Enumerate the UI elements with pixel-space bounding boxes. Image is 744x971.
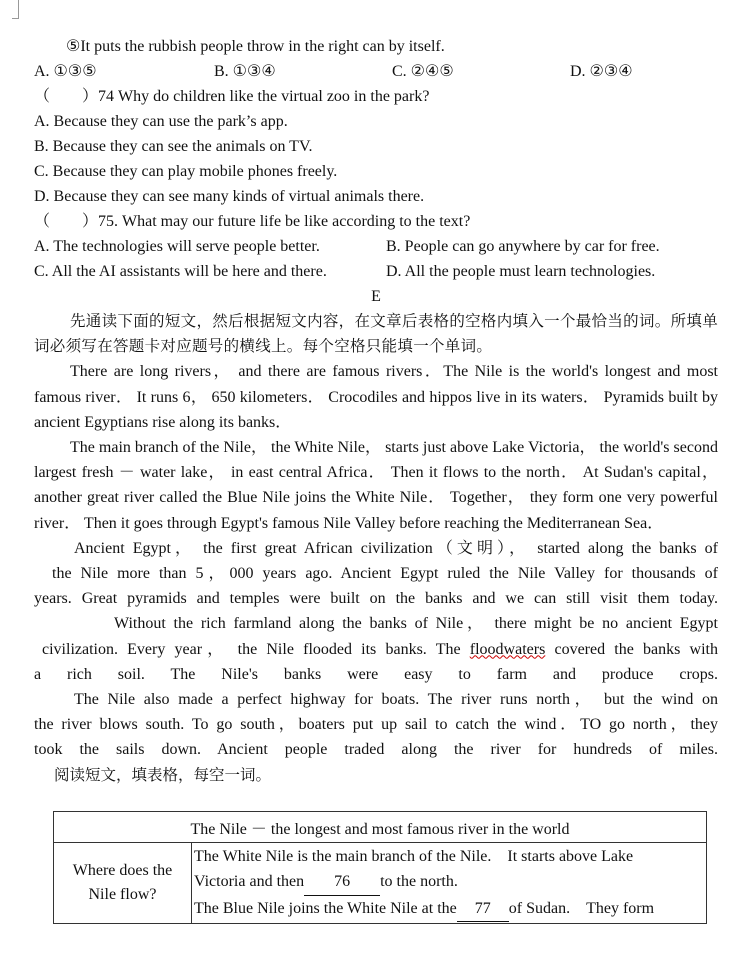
section-heading: E xyxy=(371,288,381,305)
table-header: The Nile － the longest and most famous river in the world xyxy=(54,812,707,843)
q73-option-d: D. ②③④ xyxy=(570,63,633,80)
q75-stem: （ ）75. What may our future life be like according to the text? xyxy=(34,213,471,230)
q73-option-c: C. ②④⑤ xyxy=(392,63,454,80)
paragraph-4-line-3: a rich soil. The Nile's banks were easy to farm and produce crops. xyxy=(34,665,718,683)
passage-paragraph-5 xyxy=(34,687,718,763)
fill-in-table xyxy=(53,811,707,924)
table-row-content xyxy=(192,843,707,924)
q74-option-d: D. Because they can see many kinds of virtual animals there. xyxy=(34,188,425,205)
flagged-word-floodwaters: floodwaters xyxy=(469,640,546,658)
content-line-3-start: The Blue Nile joins the White Nile at the xyxy=(194,899,457,917)
q75-options-row-2 xyxy=(34,259,718,284)
passage-paragraph-2: The main branch of the Nile， the White Nile， starts just above Lake Victoria， the world's second largest fresh － water lake， in east central Africa． Then it flows to the north． At Sudan's capital， another great river called the Blue Nile joins the White Nile． Together， they form one very powerful river． Then it goes through Egypt's famous Nile Valley before reaching the Mediterranean Sea． xyxy=(34,439,718,532)
row-label-line-2: Nile flow? xyxy=(88,886,157,903)
blank-76[interactable]: 76 xyxy=(304,869,380,896)
q73-option-5: ⑤It puts the rubbish people throw in the right can by itself. xyxy=(66,38,445,55)
document-page xyxy=(34,34,718,788)
content-line-2 xyxy=(194,869,706,896)
q73-option-b: B. ①③④ xyxy=(214,63,276,80)
table-row-label xyxy=(54,843,192,924)
q74-option-c: C. Because they can play mobile phones freely. xyxy=(34,163,338,180)
passage-paragraph-3 xyxy=(34,536,718,612)
paragraph-5-line-2: the river blows south. To go south，boaters put up sail to catch the wind．TO go north，they xyxy=(34,716,719,734)
paragraph-4-line-2 xyxy=(34,637,718,662)
content-line-3 xyxy=(194,896,706,923)
passage-paragraph-4 xyxy=(34,611,718,687)
paragraph-3-line-3: years. Great pyramids and temples were built on the banks and we can still visit them today. xyxy=(34,590,718,608)
q75-option-a: A. The technologies will serve people better. xyxy=(34,238,320,255)
q74-option-b: B. Because they can see the animals on TV. xyxy=(34,138,313,155)
paragraph-5-line-1: The Nile also made a perfect highway for boats. The river runs north， but the wind on xyxy=(74,691,718,709)
q73-answer-options xyxy=(34,59,718,84)
paragraph-4-line-2-start: civilization. Every year， the Nile flooded its banks. The xyxy=(42,640,470,658)
q75-options-row-1 xyxy=(34,234,718,259)
row-label-line-1: Where does the xyxy=(72,862,173,879)
q74-stem: （ ）74 Why do children like the virtual zoo in the park? xyxy=(34,88,430,105)
table-instruction: 阅读短文，填表格，每空一词。 xyxy=(54,765,272,784)
q74-option-a: A. Because they can use the park’s app. xyxy=(34,113,288,130)
content-line-2-end: to the north. xyxy=(380,873,458,891)
paragraph-4-line-1: Without the rich farmland along the banks of Nile， there might be no ancient Egypt xyxy=(114,615,718,633)
paragraph-3-line-1: Ancient Egypt， the first great African civilization（文明）， started along the banks of xyxy=(74,539,718,557)
q75-option-c: C. All the AI assistants will be here and there. xyxy=(34,263,327,280)
paragraph-5-line-3: took the sails down. Ancient people traded along the river for hundreds of miles. xyxy=(34,741,718,759)
q75-option-d: D. All the people must learn technologies. xyxy=(386,263,656,280)
content-line-1: The White Nile is the main branch of the Nile. It starts above Lake xyxy=(194,847,634,865)
page-corner-mark xyxy=(12,0,19,19)
q73-option-a: A. ①③⑤ xyxy=(34,63,97,80)
blank-77[interactable]: 77 xyxy=(457,896,509,923)
paragraph-3-line-2: the Nile more than 5，000 years ago. Ancient Egypt ruled the Nile Valley for thousands of xyxy=(52,565,718,583)
content-line-3-end: of Sudan. They form xyxy=(508,899,655,917)
paragraph-4-line-2-end: covered the banks with xyxy=(545,640,718,658)
content-line-2-start: Victoria and then xyxy=(194,873,305,891)
passage-paragraph-1: There are long rivers， and there are famous rivers．The Nile is the world's longest and most famous river． It runs 6， 650 kilometers． Crocodiles and hippos live in its waters． Pyramids built by ancient Egyptians rise along its banks． xyxy=(34,363,718,431)
q75-option-b: B. People can go anywhere by car for free. xyxy=(386,238,660,255)
section-instruction: 先通读下面的短文，然后根据短文内容，在文章后表格的空格内填入一个最恰当的词。所填单词必须写在答题卡对应题号的横线上。每个空格只能填一个单词。 xyxy=(34,312,718,356)
